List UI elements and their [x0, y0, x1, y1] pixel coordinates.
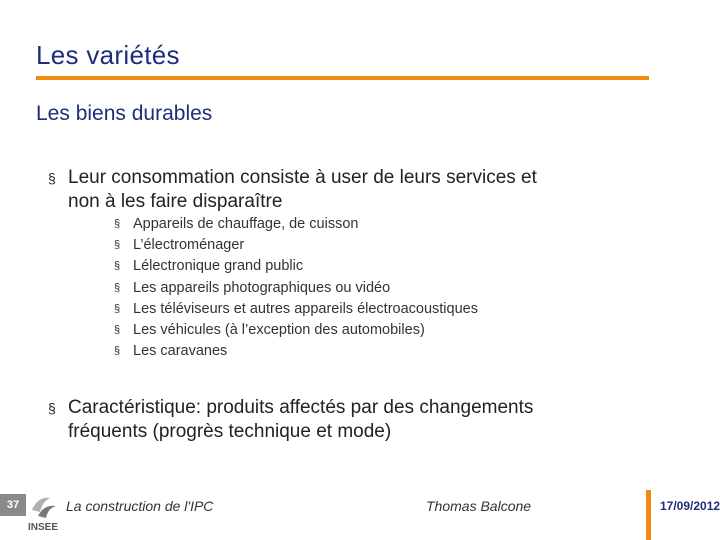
list-item: § Les véhicules (à l’exception des automobiles) — [114, 321, 425, 338]
page-number: 37 — [0, 494, 26, 516]
list-item: § Appareils de chauffage, de cuisson — [114, 216, 359, 232]
logo-text: INSEE — [28, 522, 58, 533]
bullet-text-line2: fréquents (progrès technique et mode) — [68, 421, 392, 442]
list-item: § Lélectronique grand public — [114, 258, 304, 275]
title-underline — [36, 76, 649, 80]
list-item: § L’électroménager — [114, 237, 245, 254]
bullet-marker: § — [48, 170, 56, 186]
insee-logo — [28, 490, 58, 534]
bullet-text-line1: Leur consommation consiste à user de leurs services et — [68, 167, 537, 188]
bullet-marker: § — [48, 400, 56, 416]
footer-presentation-title: La construction de l'IPC — [66, 498, 214, 514]
bullet-characteristic — [48, 396, 648, 444]
footer-date: 17/09/2012 — [660, 499, 720, 513]
bullet-text-line1: Caractéristique: produits affectés par des changements — [68, 397, 534, 418]
list-item: § Les appareils photographiques ou vidéo — [114, 279, 391, 296]
slide-title: Les variétés — [36, 40, 180, 70]
durable-goods-list — [114, 214, 478, 362]
list-item: § Les téléviseurs et autres appareils électroacoustiques — [114, 300, 478, 317]
slide-subtitle: Les biens durables — [36, 102, 213, 125]
footer-divider — [646, 490, 651, 540]
list-item: § Les caravanes — [114, 343, 228, 360]
bullet-text-line2: non à les faire disparaître — [68, 191, 283, 212]
bullet-consumption — [48, 166, 648, 214]
footer-author: Thomas Balcone — [426, 498, 532, 514]
